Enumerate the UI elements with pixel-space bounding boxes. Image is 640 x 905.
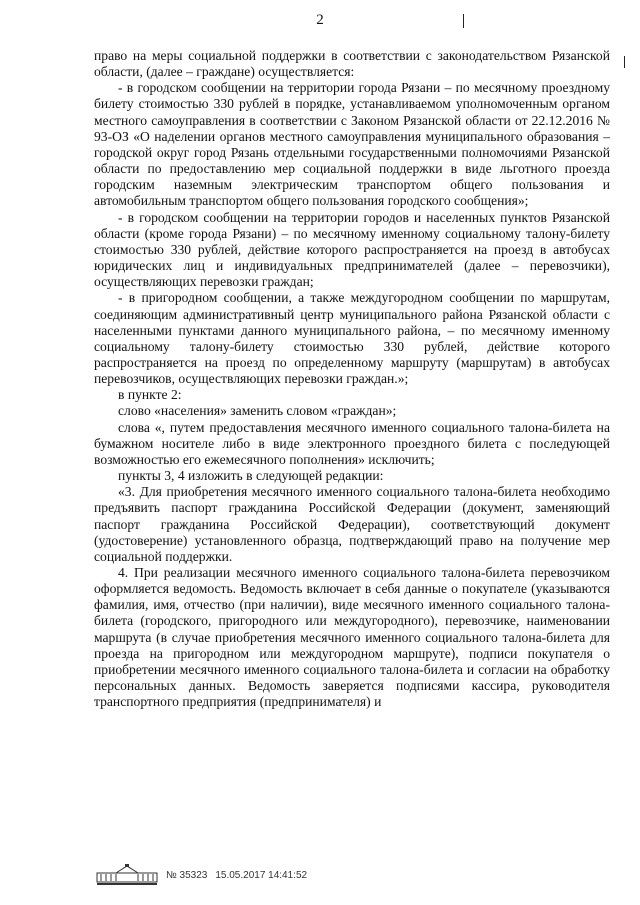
paragraph: 4. При реализации месячного именного социального талона-билета перевозчиком оформляется ведомость. Ведомость включает в себя данные о покупателе (указываются фамилия, имя, отчество (при наличии), виде месячного именного социального талона-билета (городского, пригородного или междугородного), перевозчике, наименовании маршрута (в случае приобретения месячного именного социального талона-билета для проезда на пригородном или междугородном маршруте), подписи покупателя о приобретении месячного именного социального талона-билета и согласии на обработку персональных данных. Ведомость заверяется подписями кассира, руководителя транспортного предприятия (предпринимателя) и — [94, 565, 610, 710]
document-datetime: 15.05.2017 14:41:52 — [215, 869, 308, 881]
paragraph: в пункте 2: — [118, 387, 182, 403]
paragraph: - в городском сообщении на территории города Рязани – по месячному проездному билету стоимостью 330 рублей в порядке, устанавливаемом уполномоченным органом местного самоуправления в соответствии с Законом Рязанской области от 22.12.2016 № 93-ОЗ «О наделении органов местного самоуправления муниципального образования – городской округ город Рязань отдельными государственными полномочиями Рязанской области по предоставлению мер социальной поддержки в виде льготного проезда городским наземным электрическим транспортом общего пользования и автомобильным транспортом общего пользования городского сообщения»; — [94, 80, 610, 209]
footer-stamp — [96, 862, 307, 888]
paragraph: - в пригородном сообщении, а также междугородном сообщении по маршрутам, соединяющим административный центр муниципального района Рязанской области с населенными пунктами данного муниципального района, – по месячному именному социальному талону-билету стоимостью 330 рублей, действие которого распространяется на проезд по определенному маршруту (маршрутам) в автобусах перевозчиков, осуществляющих перевозки граждан.»; — [94, 290, 610, 387]
document-body — [94, 48, 610, 710]
paragraph: право на меры социальной поддержки в соответствии с законодательством Рязанской области, (далее – граждане) осуществляется: — [94, 48, 610, 80]
paragraph: слово «населения» заменить словом «граждан»; — [118, 403, 397, 419]
paragraph: - в городском сообщении на территории городов и населенных пунктов Рязанской области (кроме города Рязани) – по месячному именному социальному талону-билету стоимостью 330 рублей, действие которого распространяется на проезд в автобусах юридических лиц и индивидуальных предпринимателей (далее – перевозчики), осуществляющих перевозки граждан; — [94, 209, 610, 290]
paragraph: «3. Для приобретения месячного именного социального талона-билета необходимо предъявить паспорт гражданина Российской Федерации (документ, заменяющий паспорт гражданина Российской Федерации), соответствующий документ (удостоверение) установленного образца, подтверждающий право на получение мер социальной поддержки. — [94, 484, 610, 564]
paragraph: пункты 3, 4 изложить в следующей редакции: — [118, 468, 384, 484]
document-number: № 35323 — [166, 869, 208, 881]
scan-mark-right — [624, 56, 625, 68]
scan-mark-top — [463, 14, 464, 28]
government-building-logo-icon — [96, 864, 158, 886]
paragraph: слова «, путем предоставления месячного именного социального талона-билета на бумажном носителе либо в виде электронного проездного билета с последующей возможностью его ежемесячного пополнения» исключить; — [94, 419, 610, 467]
page-number: 2 — [316, 12, 324, 28]
